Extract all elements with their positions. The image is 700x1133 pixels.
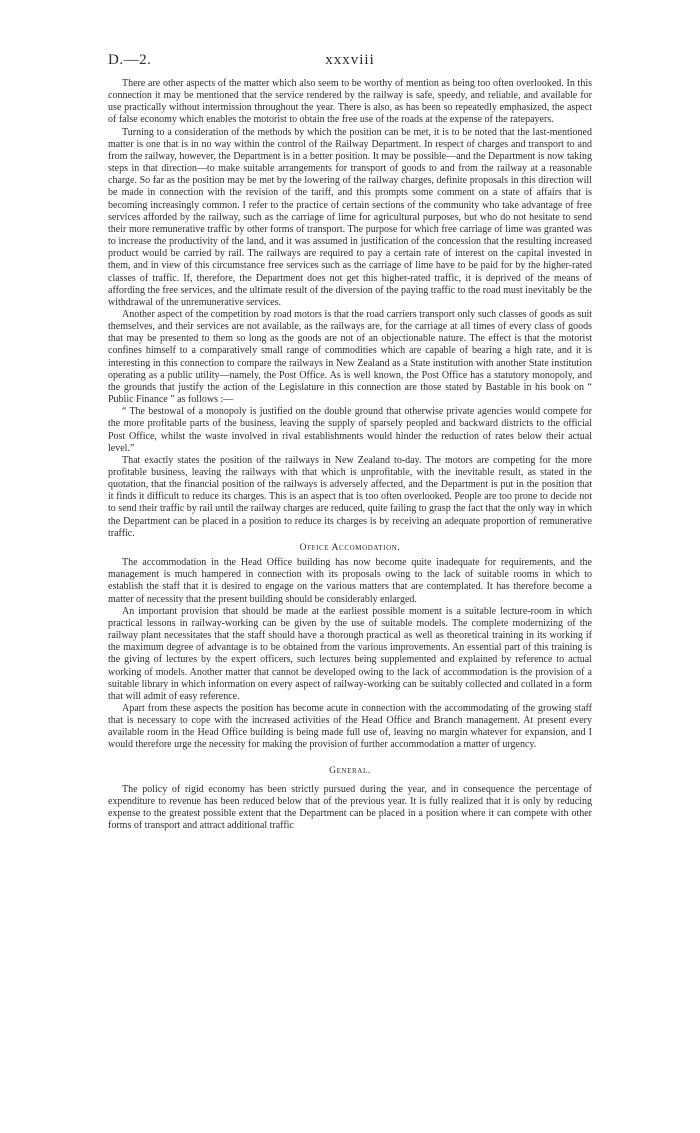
page-number: xxxviii [325,52,375,68]
paragraph-other-aspects: There are other aspects of the matter which also seem to be worthy of mention as being too often overlooked. In this connection it may be mentioned that the service rendered by the railway is safe, speedy, and reliable, and available for use practically without intermission throughout the year. There is also, as has been so repeatedly emphasized, the aspect of false economy which enables the motorist to obtain the free use of the roads at the expense of the ratepayers. [108,78,592,126]
section-heading-general: General. [329,765,371,776]
paragraph-methods: Turning to a consideration of the methods by which the position can be met, it is to be noted that the last-mentioned matter is one that is in no way within the control of the Railway Department. In respect of charges and transport to and from the railway, however, the Department is in a better position. It may be possible—and the Department is now taking steps in that direction—to make suitable arrangements for transport of goods to and from the railway at a reasonable charge. So far as the position may be met by the lowering of the railway charges, definite proposals in this direction will be made in connection with the revision of the tariff, and this prompts some comment on a state of affairs that is becoming increasingly common. I refer to the practice of certain sections of the community who take advantage of free services afforded by the railway, such as the carriage of lime for agricultural purposes, but who do not hesitate to send their more remunerative traffic by other forms of transport. The purpose for which free carriage of lime was granted was to increase the productivity of the land, and it was assumed in justification of the concession that the resulting increased product would be carried by rail. The railways are required to pay a certain rate of interest on the capital invested in them, and in view of this circumstance free services such as the carriage of lime have to be paid for by the higher-rated classes of traffic. If, therefore, the Department does not get this higher-rated traffic, it is deprived of the means of affording the free services, and the ultimate result of the diversion of the paying traffic to the road must inevitably be the withdrawal of the unremunerative services. [108,126,592,308]
paragraph-bastable-quote: “ The bestowal of a monopoly is justified on the double ground that otherwise private agencies would compete for the more profitable parts of the business, leaving the supply of sparsely peopled and backward districts to the official Post Office, whilst the waste involved in rival establishments would hinder the reduction of rates below their actual level.” [108,406,592,454]
document-reference: D.—2. [108,52,152,68]
paragraph-acute-position: Apart from these aspects the position has become acute in connection with the accommodating of the growing staff that is necessary to cope with the increased activities of the Head Office and Branch management. At present every available room in the Head Office building is being made full use of, leaving no margin whatever for expansion, and I would therefore urge the necessity for making the provision of further accommodation a matter of urgency. [108,702,592,751]
paragraph-road-motors: Another aspect of the competition by road motors is that the road carriers transport only such classes of goods as suit themselves, and their services are not available, as the railways are, for the carriage at all times of every class of goods that may be presented to them so long as the goods are not of an objectionable nature. The effect is that the motorist confines himself to a comparatively small range of commodities which are capable of bearing a high rate, and it is interesting in this connection to compare the railways in New Zealand as a State institution with another State institution operating as a public utility—namely, the Post Office. As is well known, the Post Office has a statutory monopoly, and the grounds that justify the action of the Legislature in this connection are those stated by Bastable in his book on “ Public Finance ” as follows :— [108,308,592,406]
paragraph-rigid-economy: The policy of rigid economy has been strictly pursued during the year, and in consequence the percentage of expenditure to revenue has been reduced below that of the previous year. It is fully realized that it is only by reducing expense to the greatest possible extent that the Department can be placed in a position where it can compete with other forms of transport and attract additional traffic [108,783,592,832]
paragraph-lecture-room: An important provision that should be made at the earliest possible moment is a suitable lecture-room in which practical lessons in railway-working can be given by the use of suitable models. The complete modernizing of the railway plant necessitates that the staff should have a thorough practical as well as theoretical training in its working if the maximum degree of advantage is to be obtained from the various improvements. An essential part of this training is the giving of lectures by the expert officers, such lectures being supplemented and explained by reference to actual working of models. Another matter that cannot be developed owing to the lack of accommodation is the provision of a suitable library in which information on every aspect of railway-working can be suitably collected and collated in a form that will admit of easy reference. [108,605,592,702]
page-header [108,52,592,78]
document-page [108,52,592,832]
paragraph-position-today: That exactly states the position of the railways in New Zealand to-day. The motors are competing for the more profitable business, leaving the railways with that which is unprofitable, with the inevitable result, as stated in the quotation, that the financial position of the railways is adversely affected, and the Department is put in the position that it finds it difficult to reduce its charges. This is an aspect that is too often overlooked. People are too prone to decide not to send their traffic by rail until the railway charges are reduced, quite failing to grasp the fact that the only way in which the Department can be placed in a position to reduce its charges is by receiving an adequate proportion of remunerative traffic. [108,454,592,539]
section-heading-office: Office Accomodation. [299,542,401,553]
body-text [108,78,592,832]
paragraph-office-accommodation: The accommodation in the Head Office building has now become quite inadequate for requirements, and the management is much hampered in connection with its proposals owing to the lack of suitable rooms in which to establish the staff that it is desired to engage on the various matters that are contemplated. It has therefore become a matter of necessity that the present building should be considerably enlarged. [108,557,592,605]
